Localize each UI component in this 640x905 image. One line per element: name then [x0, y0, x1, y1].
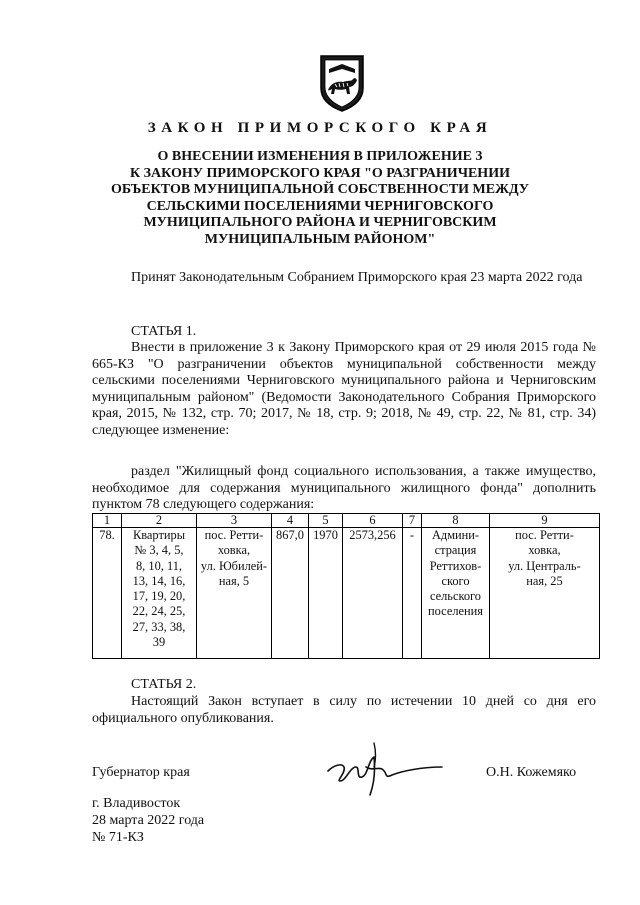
cell-line: 13, 14, 16,	[132, 573, 186, 588]
adoption-note: Принят Законодательным Собранием Приморского края 23 марта 2022 года	[131, 270, 583, 285]
dash-cell: -	[403, 528, 422, 659]
article-1-section: раздел "Жилищный фонд социального использования, а также имущество, необходимое для содержания муниципального жилищного фонда" дополнить пунктом 78 следующего содержания:	[92, 464, 596, 512]
cell-line: Квартиры	[132, 528, 186, 542]
table-header-cell: 6	[343, 514, 403, 528]
place: г. Владивосток	[92, 796, 181, 811]
governor-name: О.Н. Кожемяко	[486, 765, 577, 780]
cell-line: пос. Ретти-	[515, 528, 574, 542]
table-header-cell: 4	[272, 514, 309, 528]
coat-of-arms-icon	[319, 54, 365, 112]
governor-label: Губернатор края	[92, 765, 190, 780]
law-title: ЗАКОН ПРИМОРСКОГО КРАЯ	[147, 120, 493, 136]
cell-line: поселения	[428, 604, 483, 619]
table-header-row	[93, 514, 600, 528]
article-1-heading: СТАТЬЯ 1.	[131, 324, 197, 339]
cell-line: страция	[434, 543, 477, 558]
cell-line: ул. Юбилей-	[200, 558, 268, 573]
cell-line: ная, 25	[526, 573, 563, 588]
cell-line: ского	[441, 573, 470, 588]
cell-line: сельского	[429, 589, 482, 604]
recipient-cell	[422, 528, 490, 659]
article-2-heading: СТАТЬЯ 2.	[131, 677, 197, 692]
subtitle-line: МУНИЦИПАЛЬНЫМ РАЙОНОМ"	[204, 231, 436, 247]
law-number: № 71-КЗ	[92, 830, 144, 845]
cell-line: пос. Ретти-	[204, 528, 264, 542]
signature-icon	[322, 737, 448, 797]
subtitle-line: СЕЛЬСКИМИ ПОСЕЛЕНИЯМИ ЧЕРНИГОВСКОГО	[146, 198, 494, 214]
subtitle-line: О ВНЕСЕНИИ ИЗМЕНЕНИЯ В ПРИЛОЖЕНИЕ 3	[157, 149, 483, 164]
cell-line: 17, 19, 20,	[132, 589, 186, 604]
cell-line: ная, 5	[218, 573, 250, 588]
cell-line: ул. Централь-	[508, 558, 581, 573]
cell-line: 39	[152, 635, 166, 650]
cell-line: Реттихов-	[429, 558, 482, 573]
area-cell: 867,0	[272, 528, 309, 659]
cell-line: ховка,	[217, 543, 251, 558]
object-name-cell	[122, 528, 197, 659]
table-header-cell: 1	[93, 514, 122, 528]
cell-line: 8, 10, 11,	[135, 558, 182, 573]
table-header-cell: 7	[403, 514, 422, 528]
subtitle-line: К ЗАКОНУ ПРИМОРСКОГО КРАЯ "О РАЗГРАНИЧЕНИИ	[130, 165, 510, 181]
cell-line: 27, 33, 38,	[132, 619, 186, 634]
cell-line: ховка,	[528, 543, 561, 558]
subtitle-line: МУНИЦИПАЛЬНОГО РАЙОНА И ЧЕРНИГОВСКИМ	[143, 215, 497, 231]
amendment-table	[92, 513, 600, 659]
recipient-address-cell	[490, 528, 600, 659]
value-cell: 2573,256	[343, 528, 403, 659]
article-2-text: Настоящий Закон вступает в силу по истечении 10 дней со дня его официального опубликования.	[92, 694, 596, 726]
article-1-text: Внести в приложение 3 к Закону Приморского края от 29 июля 2015 года № 665-КЗ "О разграничении объектов муниципальной собственности между сельскими поселениями Черниговского муниципального района и Черниговским муниципальным районом" (Ведомости Законодательного Собрания Приморского края, 2015, № 132, стр. 70; 2017, № 18, стр. 9; 2018, № 49, стр. 22, № 81, стр. 34) следующее изменение:	[92, 340, 596, 438]
address-cell	[197, 528, 272, 659]
signing-date: 28 марта 2022 года	[92, 813, 205, 828]
item-number-cell: 78.	[93, 528, 122, 659]
subtitle-line: ОБЪЕКТОВ МУНИЦИПАЛЬНОЙ СОБСТВЕННОСТИ МЕЖДУ	[110, 182, 530, 198]
table-row	[93, 528, 600, 659]
cell-line: № 3, 4, 5,	[134, 543, 184, 558]
cell-line: 22, 24, 25,	[132, 604, 186, 619]
table-header-cell: 2	[122, 514, 197, 528]
table-header-cell: 5	[309, 514, 343, 528]
table-header-cell: 8	[422, 514, 490, 528]
table-header-cell: 3	[197, 514, 272, 528]
year-cell: 1970	[309, 528, 343, 659]
cell-line: Админи-	[431, 528, 480, 542]
table-header-cell: 9	[490, 514, 600, 528]
law-subtitle	[92, 149, 548, 249]
